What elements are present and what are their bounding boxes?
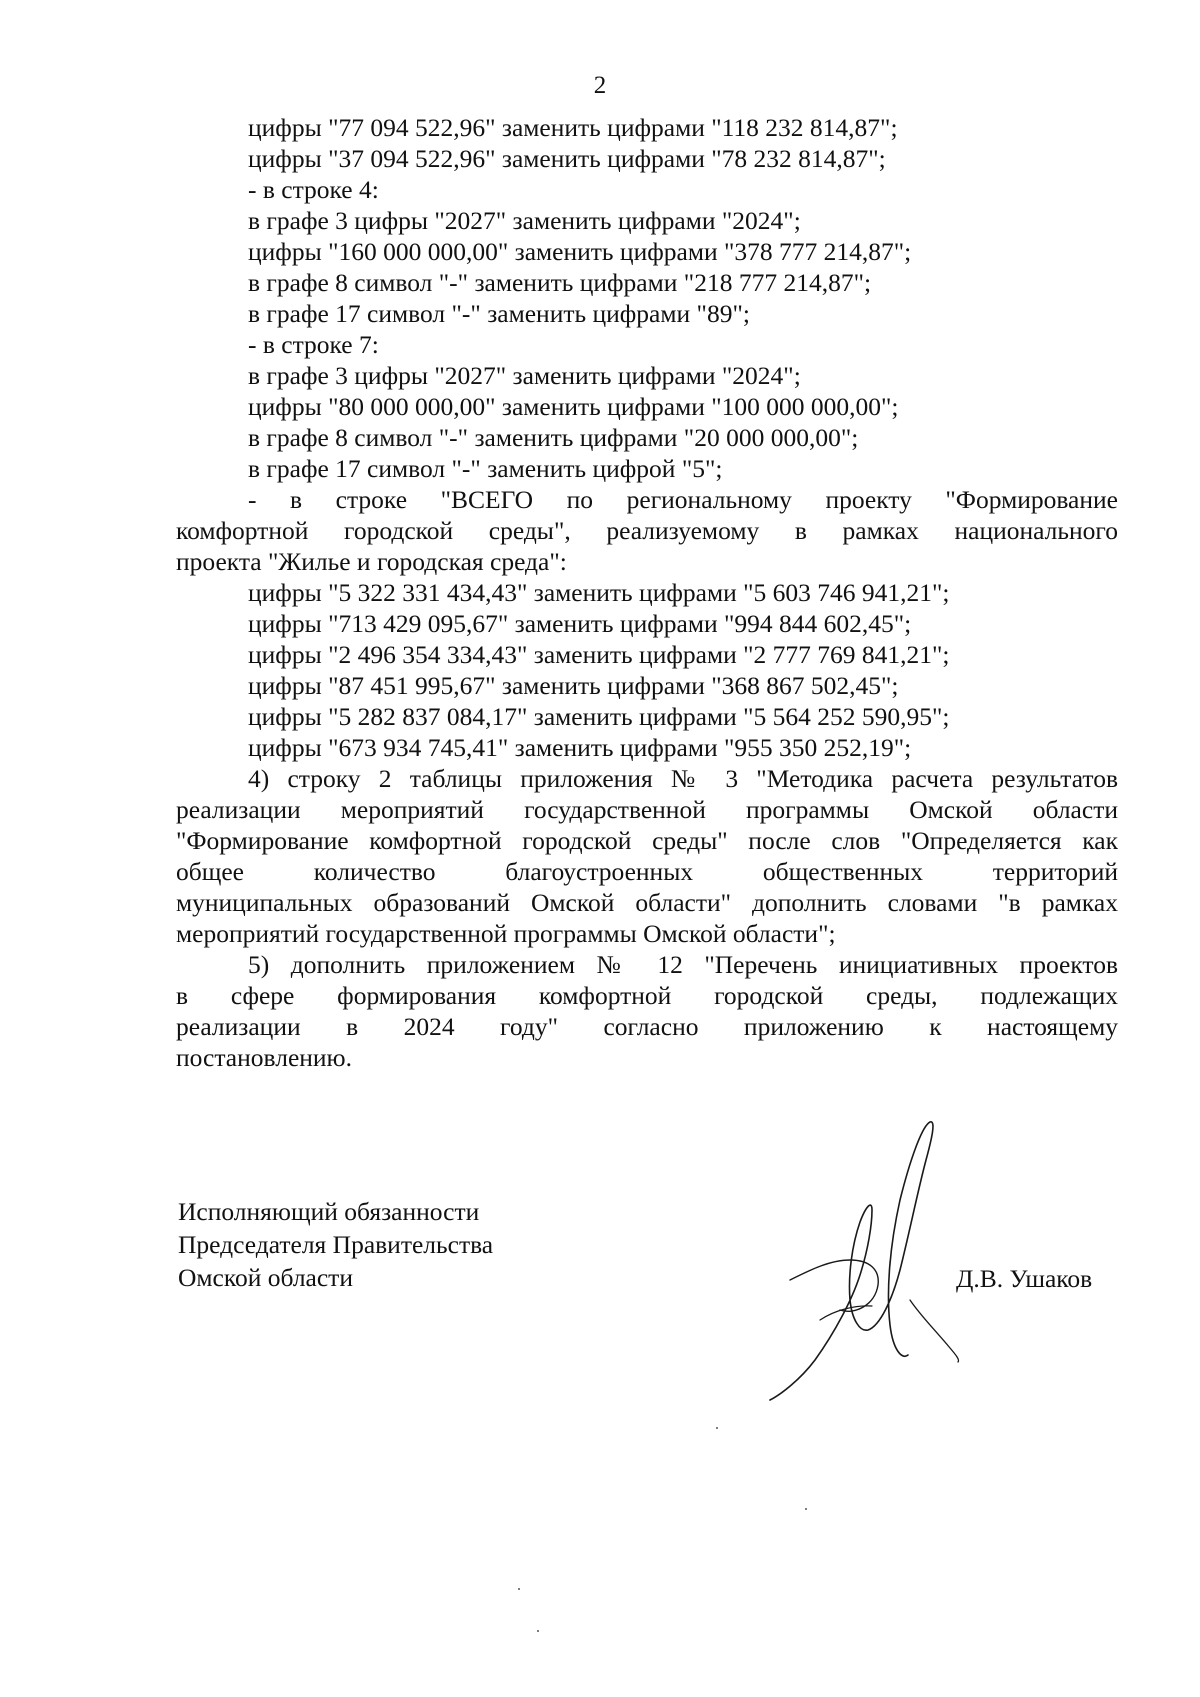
signatory-name: Д.В. Ушаков (956, 1264, 1093, 1293)
item4-line: "Формирование комфортной городской среды" после слов "Определяется как (176, 826, 1118, 855)
row-heading-line: - в строке 7: (248, 330, 379, 359)
row-heading-line: - в строке 4: (248, 175, 379, 204)
total-row-paragraph-line: комфортной городской среды", реализуемому в рамках национального (176, 516, 1118, 545)
amendment-line: цифры "160 000 000,00" заменить цифрами "378 777 214,87"; (248, 237, 912, 266)
item5-line: постановлению. (176, 1043, 352, 1072)
amendment-line: цифры "5 282 837 084,17" заменить цифрами "5 564 252 590,95"; (248, 702, 950, 731)
scan-speck (805, 1508, 807, 1510)
amendment-line: в графе 17 символ "-" заменить цифрами "89"; (248, 299, 750, 328)
page-number: 2 (593, 72, 607, 99)
item5-line: в сфере формирования комфортной городской среды, подлежащих (176, 981, 1118, 1010)
item5-line: 5) дополнить приложением № 12 "Перечень инициативных проектов (248, 950, 1118, 979)
amendment-line: цифры "87 451 995,67" заменить цифрами "368 867 502,45"; (248, 671, 899, 700)
handwritten-signature (760, 1110, 980, 1410)
total-row-paragraph-line: проекта "Жилье и городская среда": (176, 547, 567, 576)
item5-line: реализации в 2024 году" согласно приложению к настоящему (176, 1012, 1118, 1041)
item4-line: реализации мероприятий государственной программы Омской области (176, 795, 1118, 824)
scan-speck (537, 1630, 539, 1632)
amendment-line: цифры "713 429 095,67" заменить цифрами "994 844 602,45"; (248, 609, 912, 638)
item4-line: 4) строку 2 таблицы приложения № 3 "Методика расчета результатов (248, 764, 1118, 793)
amendment-line: цифры "5 322 331 434,43" заменить цифрами "5 603 746 941,21"; (248, 578, 950, 607)
total-row-paragraph-line: - в строке "ВСЕГО по региональному проекту "Формирование (248, 485, 1118, 514)
item4-line: муниципальных образований Омской области" дополнить словами "в рамках (176, 888, 1118, 917)
scan-speck (518, 1588, 520, 1590)
item4-line: общее количество благоустроенных общественных территорий (176, 857, 1118, 886)
signatory-title-line: Исполняющий обязанности (178, 1197, 480, 1226)
item4-line: мероприятий государственной программы Омской области"; (176, 919, 836, 948)
amendment-line: в графе 3 цифры "2027" заменить цифрами "2024"; (248, 206, 801, 235)
amendment-line: цифры "37 094 522,96" заменить цифрами "78 232 814,87"; (248, 144, 886, 173)
amendment-line: в графе 3 цифры "2027" заменить цифрами "2024"; (248, 361, 801, 390)
amendment-line: в графе 8 символ "-" заменить цифрами "218 777 214,87"; (248, 268, 872, 297)
amendment-line: цифры "673 934 745,41" заменить цифрами "955 350 252,19"; (248, 733, 912, 762)
amendment-line: цифры "2 496 354 334,43" заменить цифрами "2 777 769 841,21"; (248, 640, 950, 669)
amendment-line: цифры "77 094 522,96" заменить цифрами "118 232 814,87"; (248, 113, 898, 142)
signatory-title (178, 1195, 493, 1294)
amendment-line: цифры "80 000 000,00" заменить цифрами "100 000 000,00"; (248, 392, 899, 421)
scan-speck (716, 1427, 718, 1429)
amendment-line: в графе 8 символ "-" заменить цифрами "20 000 000,00"; (248, 423, 859, 452)
amendment-line: в графе 17 символ "-" заменить цифрой "5"; (248, 454, 723, 483)
signatory-title-line: Омской области (178, 1263, 353, 1292)
signatory-title-line: Председателя Правительства (178, 1230, 494, 1259)
